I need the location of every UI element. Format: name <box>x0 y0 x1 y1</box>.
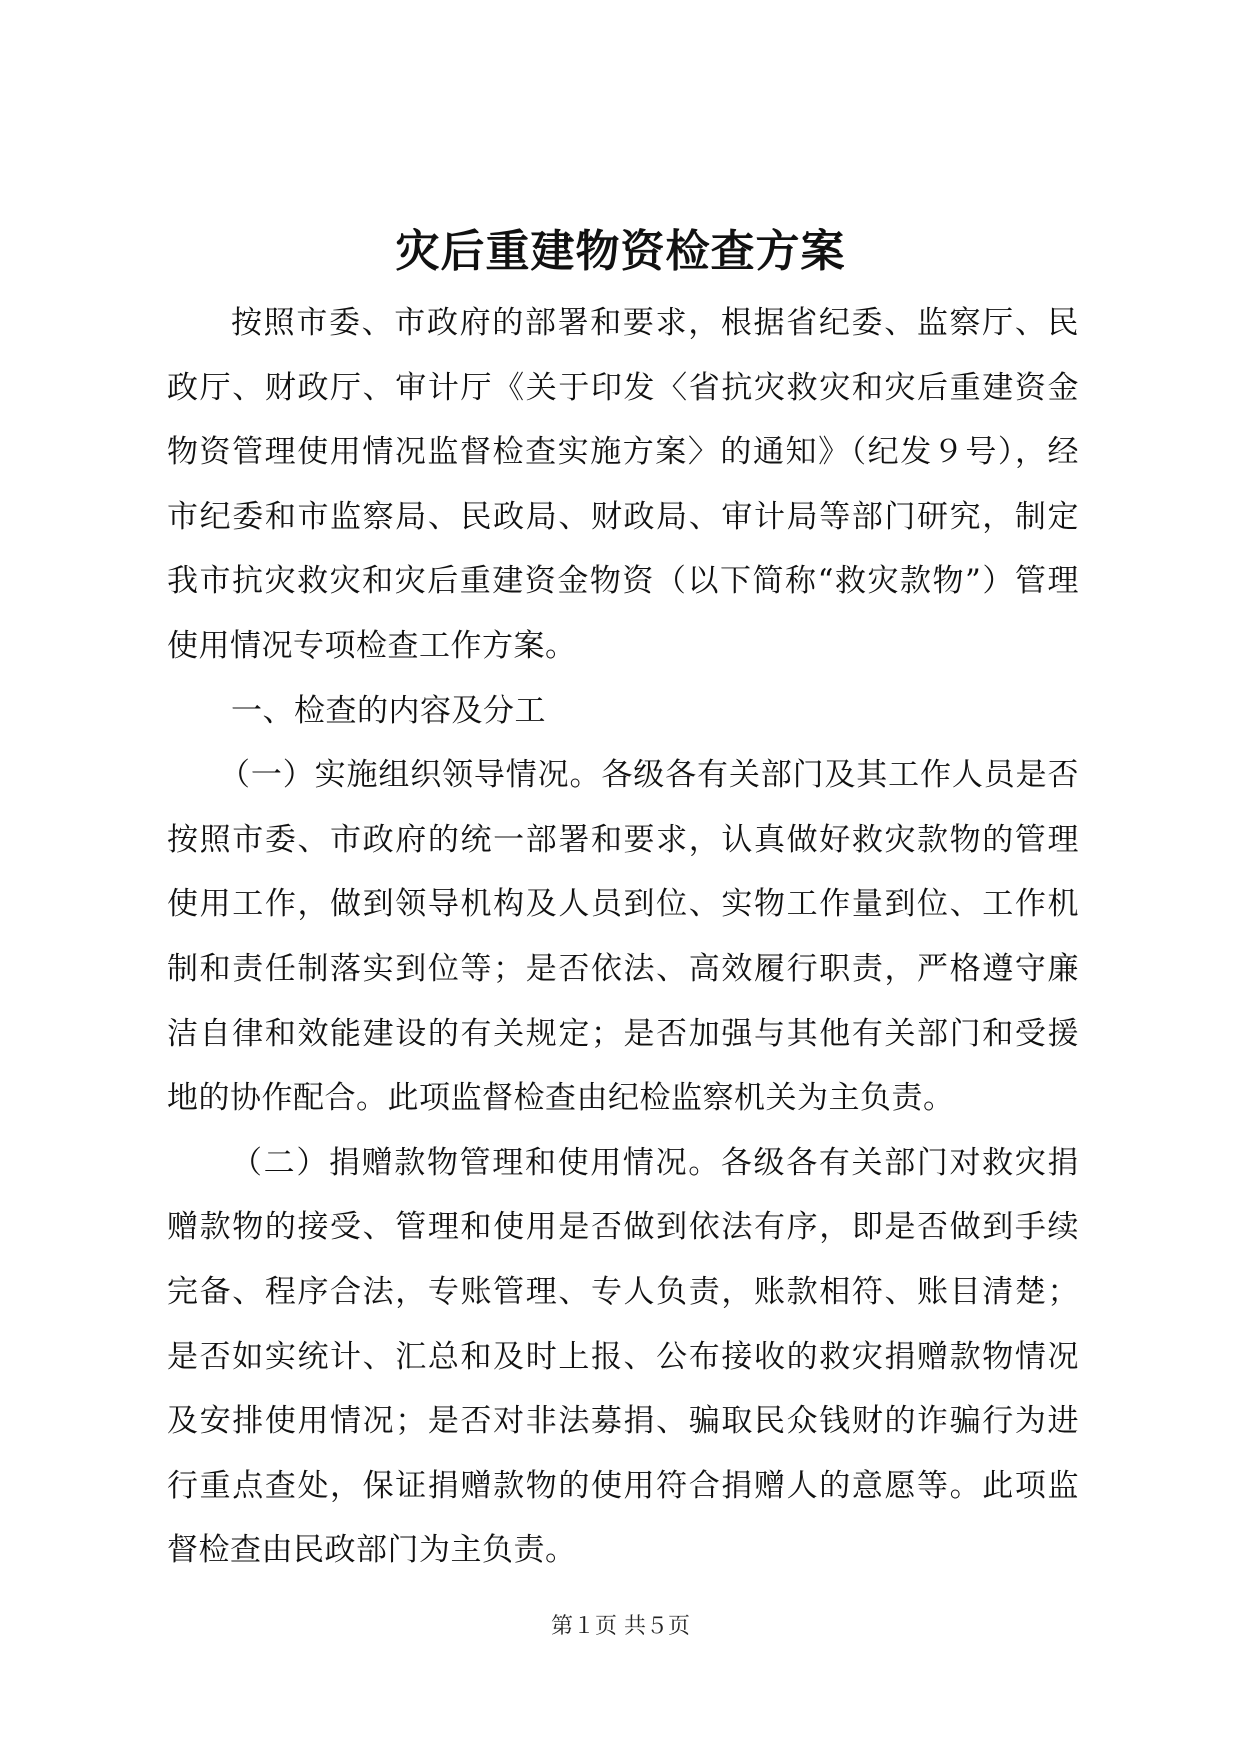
document-body <box>167 291 1079 1583</box>
document-title: 灾后重建物资检查方案 <box>395 226 846 277</box>
subsection-paragraph-1: （一）实施组织领导情况。各级各有关部门及其工作人员是否按照市委、市政府的统一部署和要求，认真做好救灾款物的管理使用工作，做到领导机构及人员到位、实物工作量到位、工作机制和责任制落实到位等；是否依法、高效履行职责，严格遵守廉洁自律和效能建设的有关规定；是否加强与其他有关部门和受援地的协作配合。此项监督检查由纪检监察机关为主负责。 <box>167 757 1079 1117</box>
intro-paragraph: 按照市委、市政府的部署和要求，根据省纪委、监察厅、民政厅、财政厅、审计厅《关于印发〈省抗灾救灾和灾后重建资金物资管理使用情况监督检查实施方案〉的通知》（纪发９号），经市纪委和市监察局、民政局、财政局、审计局等部门研究，制定我市抗灾救灾和灾后重建资金物资（以下简称“救灾款物”）管理使用情况专项检查工作方案。 <box>167 305 1079 664</box>
subsection-paragraph-2: （二）捐赠款物管理和使用情况。各级各有关部门对救灾捐赠款物的接受、管理和使用是否做到依法有序，即是否做到手续完备、程序合法，专账管理、专人负责，账款相符、账目清楚；是否如实统计、汇总和及时上报、公布接收的救灾捐赠款物情况及安排使用情况；是否对非法募捐、骗取民众钱财的诈骗行为进行重点查处，保证捐赠款物的使用符合捐赠人的意愿等。此项监督检查由民政部门为主负责。 <box>167 1144 1079 1569</box>
page-number-footer: 第１页 共５页 <box>551 1614 690 1639</box>
section-heading: 一、检查的内容及分工 <box>231 692 546 729</box>
